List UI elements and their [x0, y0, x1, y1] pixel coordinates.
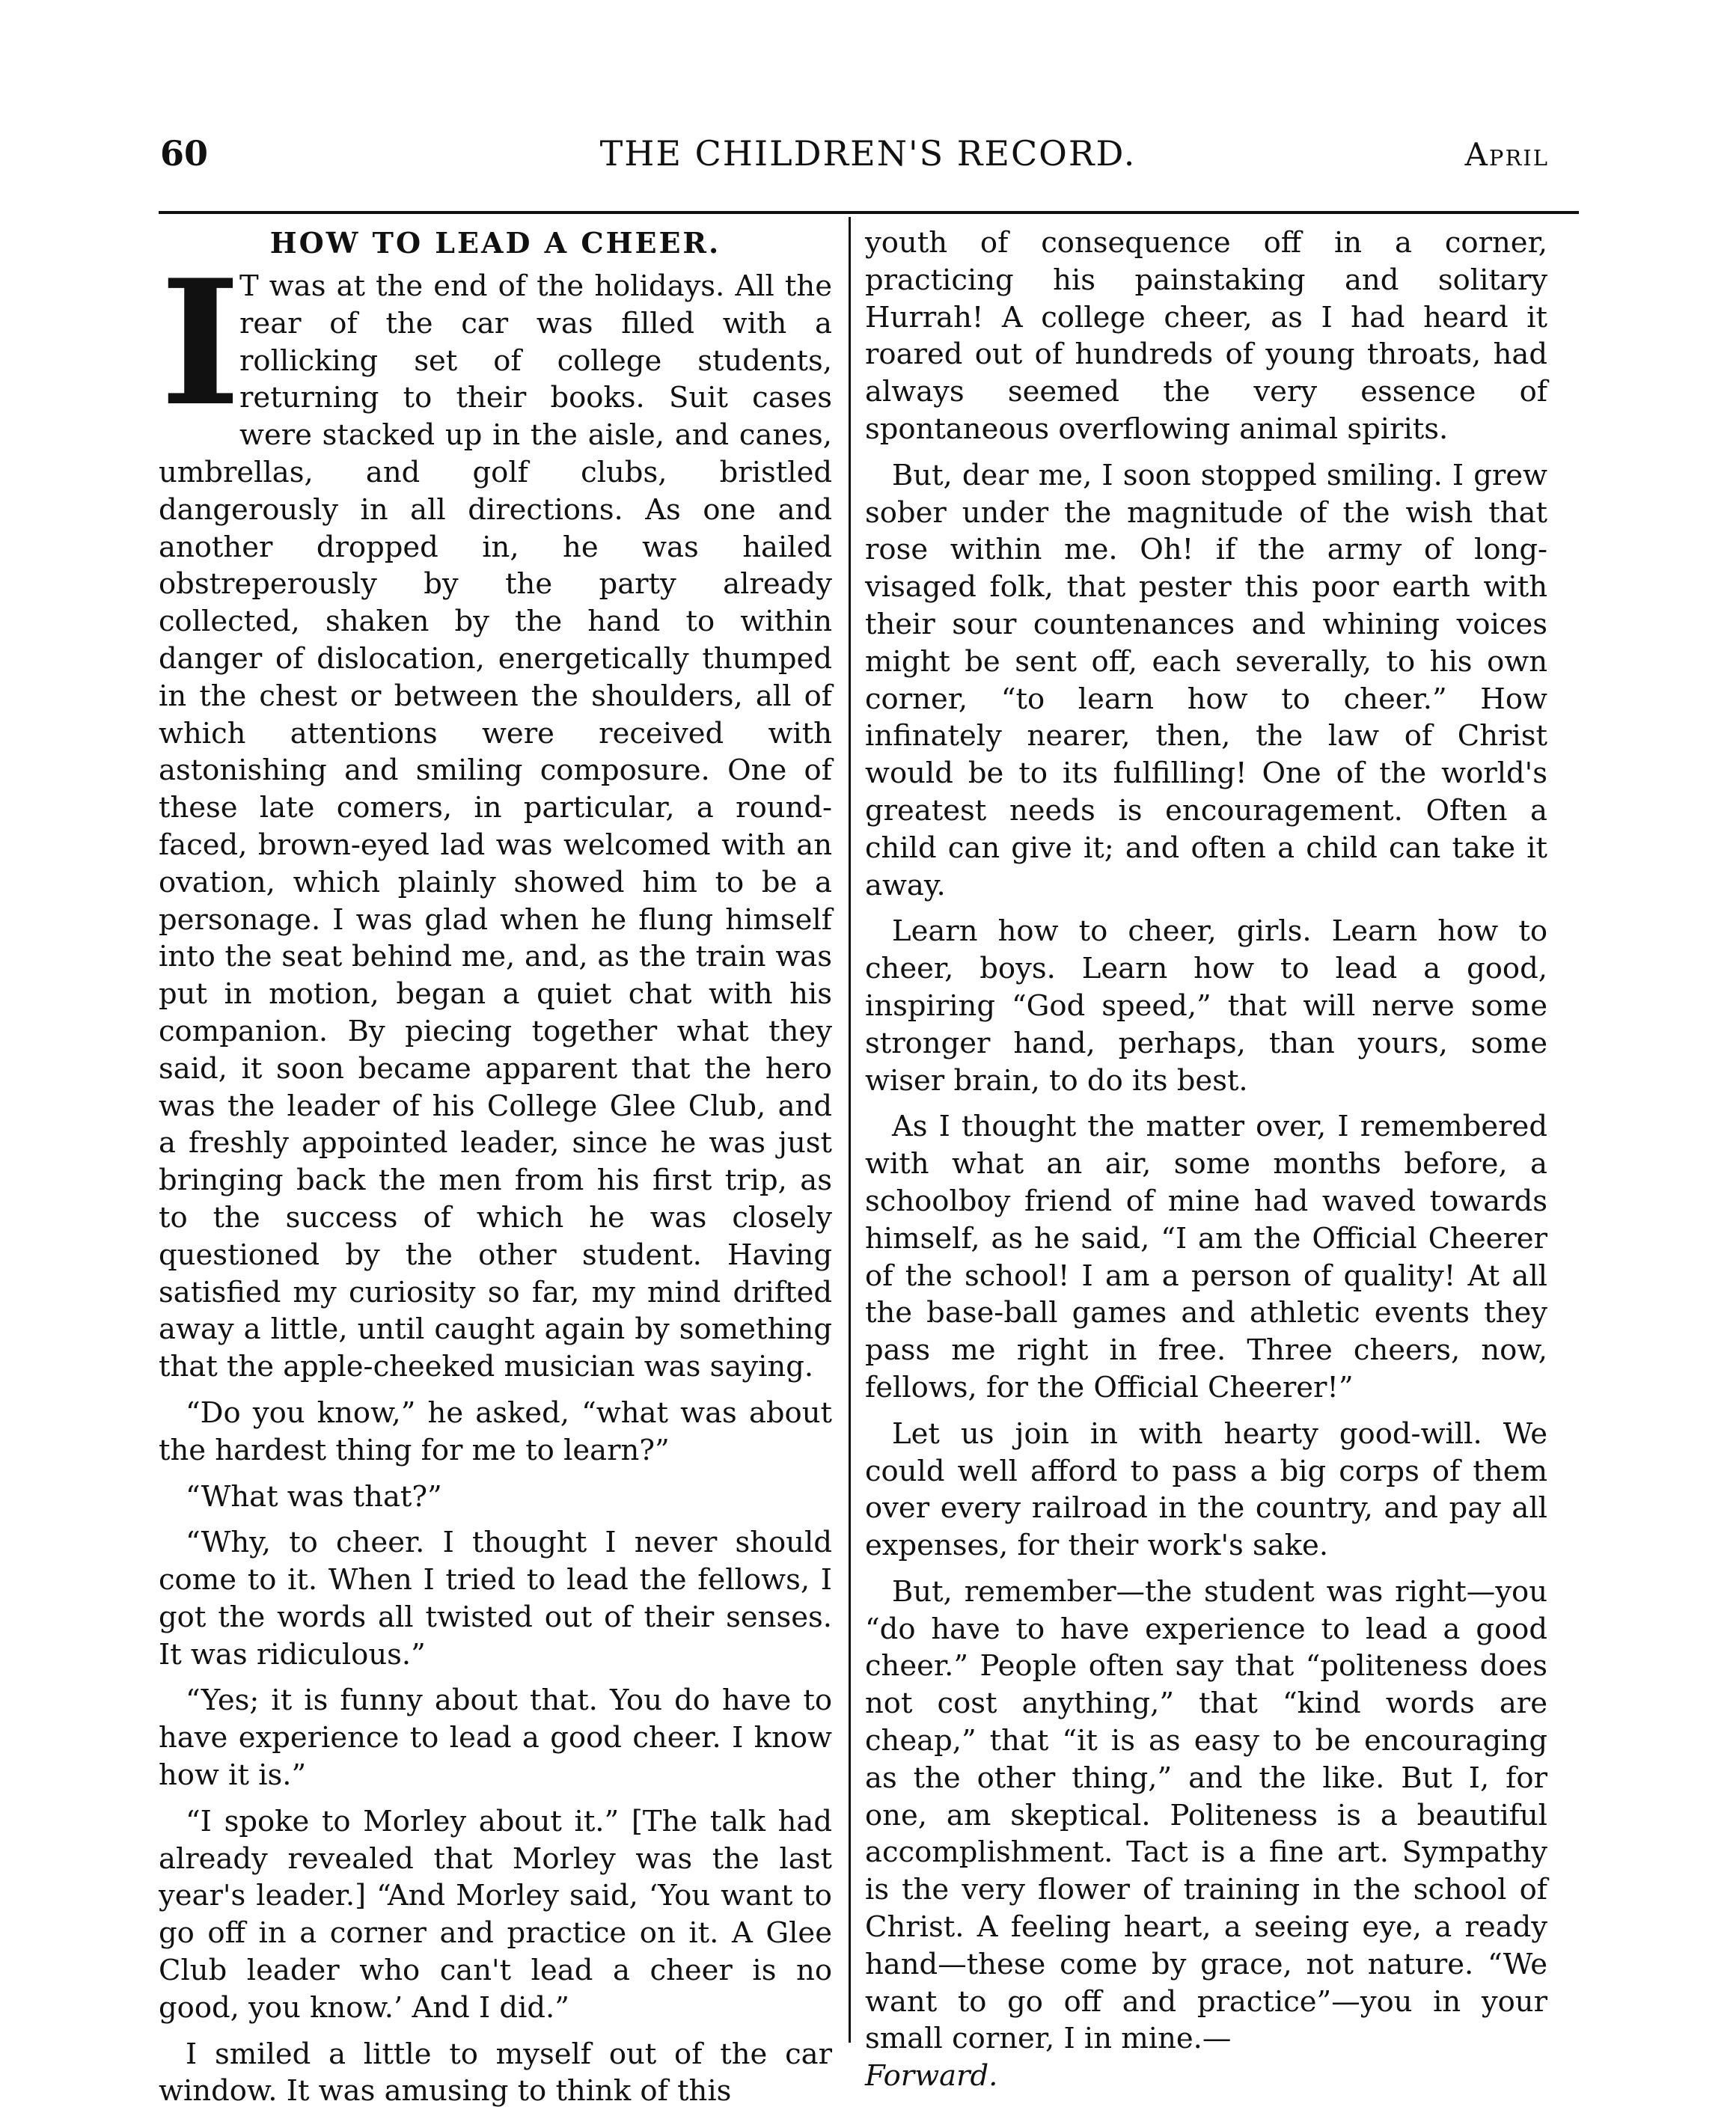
paragraph-6: “I spoke to Morley about it.” [The talk had already revealed that Morley was the last year's leader.] “And Morley said, ‘You want to go off in a corner and practice on it. A Glee Club leader who can't lead a cheer is no good, you know.’ And I did.”: [159, 1804, 832, 2025]
paragraph-11: As I thought the matter over, I remembered with what an air, some months before, a schoolboy friend of mine had waved towards himself, as he said, “I am the Official Cheerer of the school! I am a person of quality! At all the base-ball games and athletic events they pass me right in free. Three cheers, now, fellows, for the Official Cheerer!”: [865, 1110, 1547, 1404]
signature-line: [865, 2058, 1547, 2095]
paragraph-4: “Why, to cheer. I thought I never should come to it. When I tried to lead the fellows, I got the words all twisted out of their senses. It was ridiculous.”: [159, 1526, 832, 1672]
issue-month: April: [1464, 136, 1549, 173]
paragraph-text: T was at the end of the holidays. All the rear of the car was filled with a rollicking set of college students, returning to their books. Suit cases were stacked up in the aisle, and canes, umbrellas, and golf clubs, bristled dangerously in all directions. As one and another dropped in, he was hailed obstreperously by the party already collected, shaken by the hand to within danger of dislocation, energetically thumped in the chest or between the shoulders, all of which attentions were received with astonishing and smiling composure. One of these late comers, in particular, a round-faced, brown-eyed lad was welcomed with an ovation, which plainly showed him to be a personage. I was glad when he flung himself into the seat behind me, and, as the train was put in motion, began a quiet chat with his companion. By piecing together what they said, it soon became apparent that the hero was the leader of his College Glee Club, and a freshly appointed leader, since he was just bringing back the men from his first trip, as to the success of which he was closely questioned by the other student. Having satisfied my curiosity so far, my mind drifted away a little, until caught again by something that the apple-cheeked musician was saying.: [159, 269, 832, 1384]
drop-cap: I: [160, 242, 241, 444]
column-divider: [849, 217, 851, 2043]
page-number: 60: [160, 133, 209, 174]
paragraph-13: But, remember—the student was right—you “do have to have experience to lead a good cheer.” People often say that “politeness does not cost anything,” that “kind words are cheap,” that “it is as easy to be encouraging as the other thing,” and the like. But I, for one, am skeptical. Politeness is a beautiful accomplishment. Tact is a fine art. Sympathy is the very flower of training in the school of Christ. A feeling heart, a seeing eye, a ready hand—these come by grace, not nature. “We want to go off and practice”—you in your small corner, I in mine.—: [865, 1574, 1547, 2056]
paragraph-5: “Yes; it is funny about that. You do have to have experience to lead a good cheer. I know how it is.”: [159, 1684, 832, 1793]
paragraph-9: But, dear me, I soon stopped smiling. I grew sober under the magnitude of the wish that rose within me. Oh! if the army of long-visaged folk, that pester this poor earth with their sour countenances and whining voices might be sent off, each severally, to his own corner, “to learn how to cheer.” How infinately nearer, then, the law of Christ would be to its fulfilling! One of the world's greatest needs is encouragement. Often a child can give it; and often a child can take it away.: [865, 458, 1547, 902]
paragraph-2: “Do you know,” he asked, “what was about the hardest thing for me to learn?”: [159, 1395, 832, 1467]
paragraph-8: youth of consequence off in a corner, practicing his painstaking and solitary Hurrah! A college cheer, as I had heard it roared out of hundreds of young throats, had always seemed the very essence of spontaneous overflowing animal spirits.: [865, 226, 1547, 446]
journal-title: THE CHILDREN'S RECORD.: [599, 133, 1137, 174]
signature: Forward.: [865, 2059, 998, 2094]
paragraph-12: Let us join in with hearty good-will. We could well afford to pass a big corps of them over every railroad in the country, and pay all expenses, for their work's sake.: [865, 1416, 1547, 1563]
paragraph-7: I smiled a little to myself out of the car window. It was amusing to think of this: [159, 2037, 832, 2109]
paragraph-10: Learn how to cheer, girls. Learn how to cheer, boys. Learn how to lead a good, inspiring “God speed,” that will nerve some stronger hand, perhaps, than yours, some wiser brain, to do its best.: [865, 914, 1547, 1098]
article-title: HOW TO LEAD A CHEER.: [269, 226, 721, 260]
left-column: [159, 224, 832, 2110]
page-header: [0, 133, 1736, 186]
right-column: [865, 224, 1547, 2095]
header-rule: [159, 211, 1579, 214]
paragraph-3: “What was that?”: [186, 1479, 442, 1514]
